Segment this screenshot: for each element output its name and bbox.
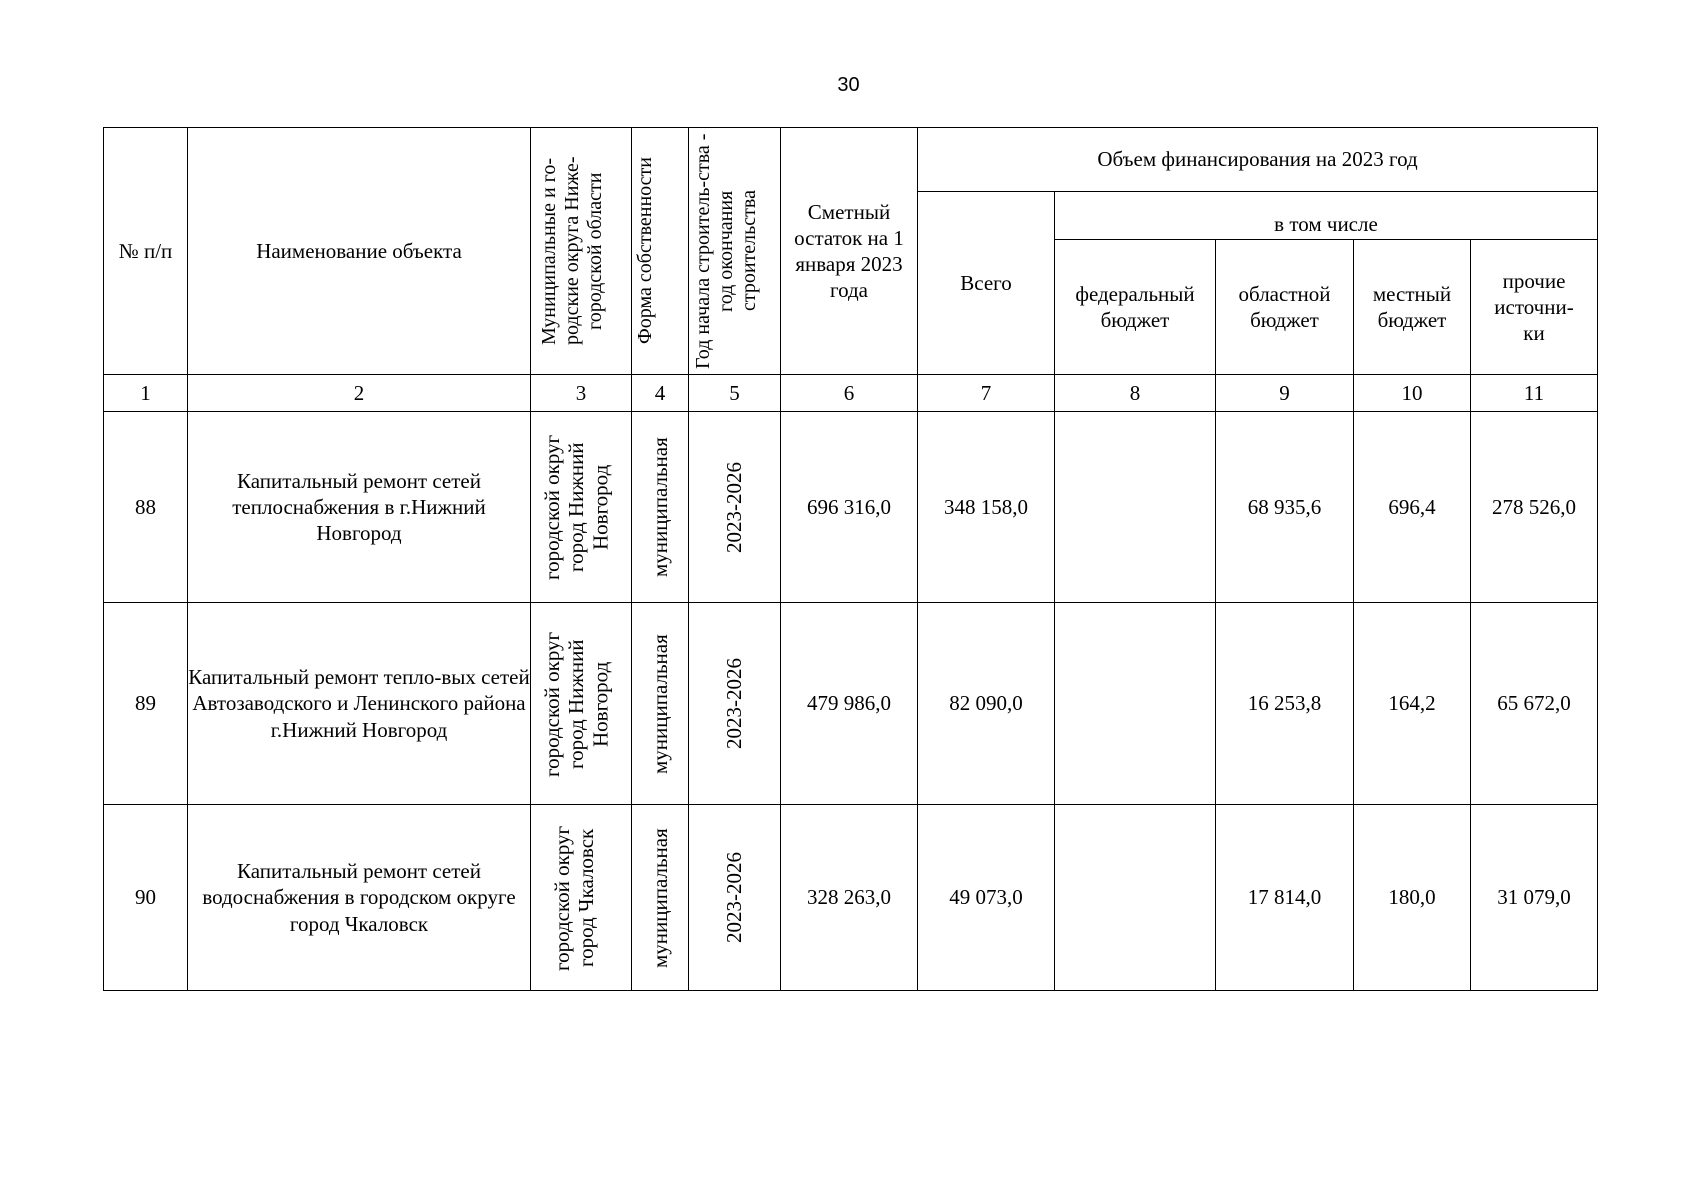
local: 164,2 xyxy=(1354,603,1471,805)
table-row xyxy=(104,412,1598,603)
regional: 17 814,0 xyxy=(1216,805,1354,991)
column-number: 1 xyxy=(104,375,188,412)
years-text: 2023-2026 xyxy=(722,852,747,943)
header-years xyxy=(689,128,781,375)
ownership-text: муниципальная xyxy=(647,827,672,968)
municipality xyxy=(531,603,632,805)
municipality-text: городской округ город Чкаловск xyxy=(550,824,599,971)
federal xyxy=(1055,412,1216,603)
header-name: Наименование объекта xyxy=(188,128,531,375)
ownership xyxy=(632,412,689,603)
other: 31 079,0 xyxy=(1471,805,1598,991)
total: 49 073,0 xyxy=(918,805,1055,991)
ownership-text: муниципальная xyxy=(647,633,672,774)
total: 82 090,0 xyxy=(918,603,1055,805)
header-municipality xyxy=(531,128,632,375)
years xyxy=(689,805,781,991)
years-text: 2023-2026 xyxy=(722,658,747,749)
header-regional: областной бюджет xyxy=(1216,240,1354,375)
column-number: 9 xyxy=(1216,375,1354,412)
balance: 328 263,0 xyxy=(781,805,918,991)
table-row xyxy=(104,805,1598,991)
column-number: 4 xyxy=(632,375,689,412)
balance: 479 986,0 xyxy=(781,603,918,805)
header-other: прочие источни-ки xyxy=(1471,240,1598,375)
ownership xyxy=(632,603,689,805)
table-row xyxy=(104,603,1598,805)
object-name: Капитальный ремонт тепло-вых сетей Автозаводского и Ленинского района г.Нижний Новгород xyxy=(188,603,531,805)
local: 696,4 xyxy=(1354,412,1471,603)
other: 278 526,0 xyxy=(1471,412,1598,603)
total: 348 158,0 xyxy=(918,412,1055,603)
column-number: 6 xyxy=(781,375,918,412)
row-num: 88 xyxy=(104,412,188,603)
header-federal: федеральный бюджет xyxy=(1055,240,1216,375)
other: 65 672,0 xyxy=(1471,603,1598,805)
column-number: 5 xyxy=(689,375,781,412)
municipality xyxy=(531,805,632,991)
row-num: 89 xyxy=(104,603,188,805)
header-municipality-text: Муниципальные и го-родские округа Ниже-городской области xyxy=(538,156,606,346)
ownership xyxy=(632,805,689,991)
financing-table xyxy=(103,127,1598,991)
column-number: 8 xyxy=(1055,375,1216,412)
municipality-text: городской округ город Нижний Новгород xyxy=(540,434,613,580)
municipality-text: городской округ город Нижний Новгород xyxy=(540,630,613,777)
column-number: 3 xyxy=(531,375,632,412)
regional: 68 935,6 xyxy=(1216,412,1354,603)
federal xyxy=(1055,805,1216,991)
header-ownership xyxy=(632,128,689,375)
local: 180,0 xyxy=(1354,805,1471,991)
years xyxy=(689,603,781,805)
years-text: 2023-2026 xyxy=(722,461,747,553)
column-number: 10 xyxy=(1354,375,1471,412)
object-name: Капитальный ремонт сетей водоснабжения в городском округе город Чкаловск xyxy=(188,805,531,991)
federal xyxy=(1055,603,1216,805)
column-number: 2 xyxy=(188,375,531,412)
column-number: 11 xyxy=(1471,375,1598,412)
header-num: № п/п xyxy=(104,128,188,375)
header-ownership-text: Форма собственности xyxy=(634,157,656,345)
regional: 16 253,8 xyxy=(1216,603,1354,805)
object-name: Капитальный ремонт сетей теплоснабжения в г.Нижний Новгород xyxy=(188,412,531,603)
header-years-text: Год начала строитель-ства - год окончания строительства xyxy=(691,133,760,369)
header-balance: Сметный остаток на 1 января 2023 года xyxy=(781,128,918,375)
header-local: местный бюджет xyxy=(1354,240,1471,375)
years xyxy=(689,412,781,603)
ownership-text: муниципальная xyxy=(647,437,672,577)
row-num: 90 xyxy=(104,805,188,991)
header-total: Всего xyxy=(918,192,1055,375)
balance: 696 316,0 xyxy=(781,412,918,603)
municipality xyxy=(531,412,632,603)
page-number: 30 xyxy=(837,74,860,96)
header-including: в том числе xyxy=(1055,192,1598,240)
header-funding-group: Объем финансирования на 2023 год xyxy=(918,128,1598,192)
column-number: 7 xyxy=(918,375,1055,412)
